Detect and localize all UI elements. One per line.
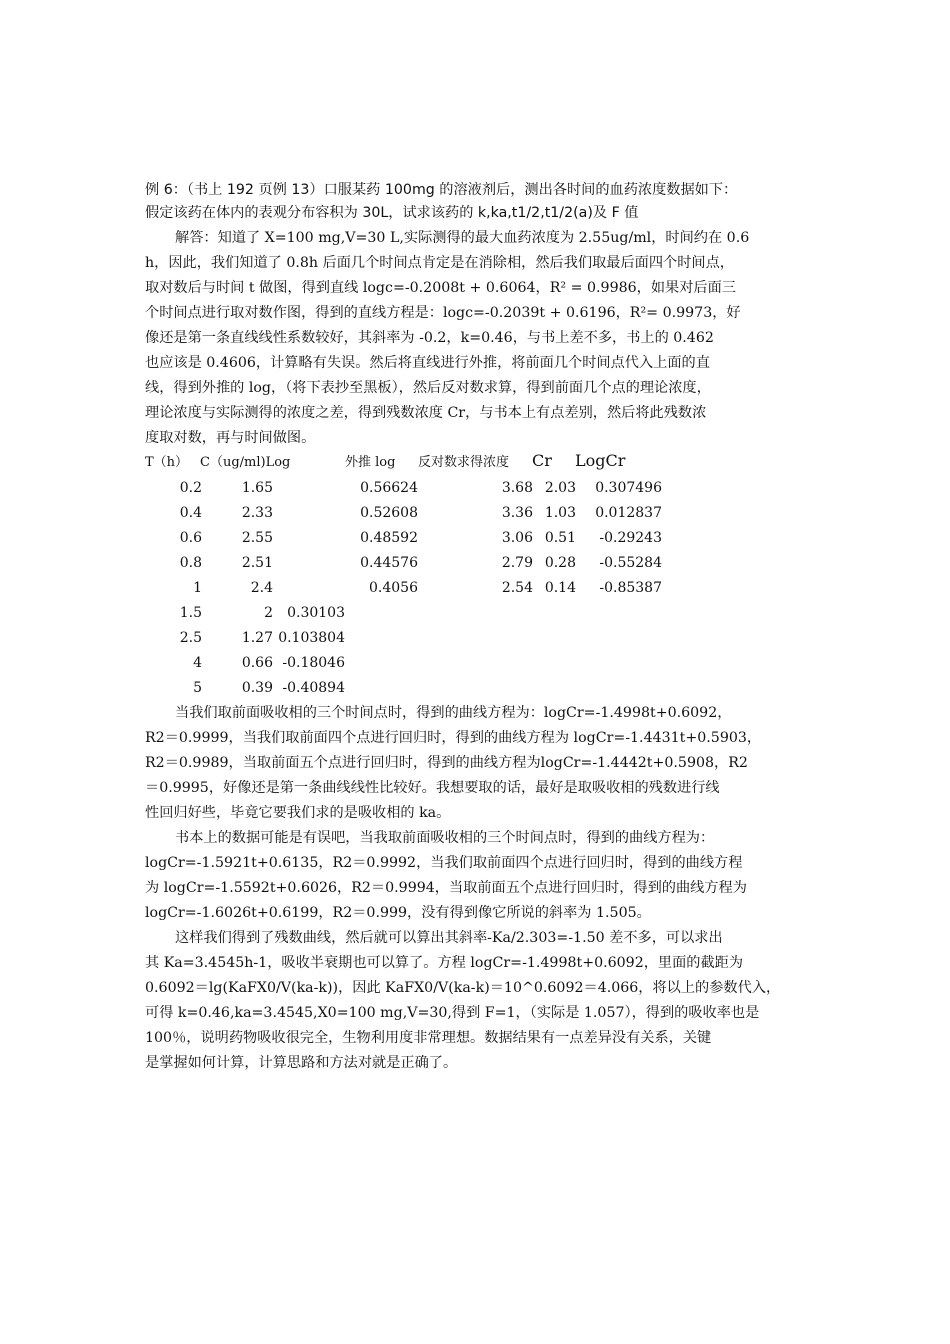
answer-line-2: h，因此，我们知道了 0.8h 后面几个时间点肯定是在消除相，然后我们取最后面四个时间点， [145, 255, 734, 271]
cell-antilog: 3.36 [501, 505, 533, 521]
para4-line-1: 书本上的数据可能是有误吧，当我取前面吸收相的三个时间点时，得到的曲线方程为： [175, 830, 715, 846]
cell-time: 1 [193, 580, 202, 596]
cell-antilog: 3.06 [501, 530, 533, 546]
para4-line-2: logCr=-1.5921t+0.6135，R2＝0.9992，当我们取前面四个点进行回归时，得到的曲线方程 [145, 855, 743, 871]
para5-line-4: 可得 k=0.46,ka=3.4545,X0=100 mg,V=30,得到 F=1，（实际是 1.057），得到的吸收率也是 [145, 1005, 760, 1021]
para3-line-4: ＝0.9995，好像还是第一条曲线线性比较好。我想要取的话，最好是取吸收相的残数进行线 [145, 780, 720, 796]
para3-line-2: R2＝0.9999，当我们取前面四个点进行回归时，得到的曲线方程为 logCr=-1.4431t+0.5903， [145, 730, 762, 746]
para5-line-2: 其 Ka=3.4545h-1，吸收半衰期也可以算了。方程 logCr=-1.4998t+0.6092，里面的截距为 [145, 955, 744, 971]
table-header-extrap: 外推 log [345, 455, 396, 470]
para5-line-6: 是掌握如何计算，计算思路和方法对就是正确了。 [145, 1055, 458, 1071]
cell-logcr: -0.85387 [599, 580, 662, 596]
cell-conc: 2.55 [241, 530, 273, 546]
cell-extrap: 0.56624 [360, 480, 418, 496]
answer-line-5: 像还是第一条直线线性系数较好，其斜率为 -0.2，k=0.46，与书上差不多，书上的 0.462 [145, 330, 714, 346]
answer-line-9: 度取对数，再与时间做图。 [145, 430, 316, 446]
cell-conc: 2.33 [241, 505, 273, 521]
answer-line-3: 取对数后与时间 t 做图，得到直线 logc=-0.2008t + 0.6064，R² = 0.9986，如果对后面三 [145, 280, 736, 296]
table-header-logcr: LogCr [575, 451, 626, 470]
cell-extrap: 0.44576 [360, 555, 418, 571]
cell-conc: 2.51 [241, 555, 273, 571]
answer-line-7: 线，得到外推的 log，（将下表抄至黑板），然后反对数求算，得到前面几个点的理论浓度， [145, 380, 711, 396]
cell-logcr: 0.307496 [595, 480, 662, 496]
cell-cr: 0.51 [544, 530, 576, 546]
table-header-cr: Cr [532, 451, 552, 470]
cell-time: 2.5 [179, 630, 202, 646]
cell-log: -0.40894 [282, 680, 345, 696]
cell-logcr: -0.29243 [599, 530, 662, 546]
cell-log: -0.18046 [282, 655, 345, 671]
cell-time: 0.2 [179, 480, 202, 496]
cell-time: 4 [193, 655, 202, 671]
cell-time: 5 [193, 680, 202, 696]
para3-line-3: R2＝0.9989，当取前面五个点进行回归时，得到的曲线方程为logCr=-1.4442t+0.5908，R2 [145, 755, 748, 771]
para4-line-4: logCr=-1.6026t+0.6199，R2＝0.999，没有得到像它所说的斜率为 1.505。 [145, 905, 651, 921]
table-header-time: T（h） [145, 455, 189, 470]
answer-line-4: 个时间点进行取对数作图，得到的直线方程是：logc=-0.2039t + 0.6196，R²= 0.9973，好 [145, 305, 741, 321]
problem-line-2: 假定该药在体内的表观分布容积为 30L，试求该药的 k,ka,t1/2,t1/2(a)及 F 值 [145, 205, 639, 221]
cell-antilog: 2.79 [501, 555, 533, 571]
cell-conc: 2 [264, 605, 273, 621]
cell-time: 0.8 [179, 555, 202, 571]
para5-line-1: 这样我们得到了残数曲线，然后就可以算出其斜率-Ka/2.303=-1.50 差不多，可以求出 [175, 930, 723, 946]
problem-line-1: 例 6：（书上 192 页例 13）口服某药 100mg 的溶液剂后，测出各时间的血药浓度数据如下： [145, 182, 738, 198]
cell-logcr: -0.55284 [599, 555, 662, 571]
cell-conc: 1.27 [241, 630, 273, 646]
para4-line-3: 为 logCr=-1.5592t+0.6026，R2＝0.9994，当取前面五个点进行回归时，得到的曲线方程为 [145, 880, 747, 896]
cell-antilog: 2.54 [501, 580, 533, 596]
cell-extrap: 0.52608 [360, 505, 418, 521]
cell-conc: 0.39 [241, 680, 273, 696]
cell-logcr: 0.012837 [595, 505, 662, 521]
cell-antilog: 3.68 [501, 480, 533, 496]
cell-conc: 0.66 [241, 655, 273, 671]
cell-cr: 0.28 [544, 555, 576, 571]
cell-cr: 1.03 [544, 505, 576, 521]
cell-time: 0.4 [179, 505, 202, 521]
cell-time: 0.6 [179, 530, 202, 546]
answer-line-6: 也应该是 0.4606，计算略有失误。然后将直线进行外推，将前面几个时间点代入上面的直 [145, 355, 710, 371]
para5-line-3: 0.6092＝lg(KaFX0/V(ka-k))，因此 KaFX0/V(ka-k)＝10^0.6092＝4.066，将以上的参数代入， [145, 980, 781, 996]
cell-log: 0.30103 [287, 605, 345, 621]
cell-conc: 2.4 [250, 580, 273, 596]
cell-extrap: 0.48592 [360, 530, 418, 546]
table-header-conc: C（ug/ml)Log [200, 455, 291, 470]
answer-line-1: 解答：知道了 X=100 mg,V=30 L,实际测得的最大血药浓度为 2.55ug/ml，时间约在 0.6 [175, 230, 750, 246]
cell-conc: 1.65 [241, 480, 273, 496]
table-header-antilog: 反对数求得浓度 [418, 455, 510, 470]
para3-line-1: 当我们取前面吸收相的三个时间点时，得到的曲线方程为：logCr=-1.4998t+0.6092， [175, 705, 732, 721]
cell-time: 1.5 [179, 605, 202, 621]
cell-extrap: 0.4056 [369, 580, 418, 596]
cell-cr: 2.03 [544, 480, 576, 496]
cell-cr: 0.14 [544, 580, 576, 596]
para5-line-5: 100％，说明药物吸收很完全，生物利用度非常理想。数据结果有一点差异没有关系，关键 [145, 1030, 712, 1046]
para3-line-5: 性回归好些，毕竟它要我们求的是吸收相的 ka。 [145, 805, 451, 821]
answer-line-8: 理论浓度与实际测得的浓度之差，得到残数浓度 Cr，与书本上有点差别，然后将此残数浓 [145, 405, 707, 421]
cell-log: 0.103804 [278, 630, 345, 646]
